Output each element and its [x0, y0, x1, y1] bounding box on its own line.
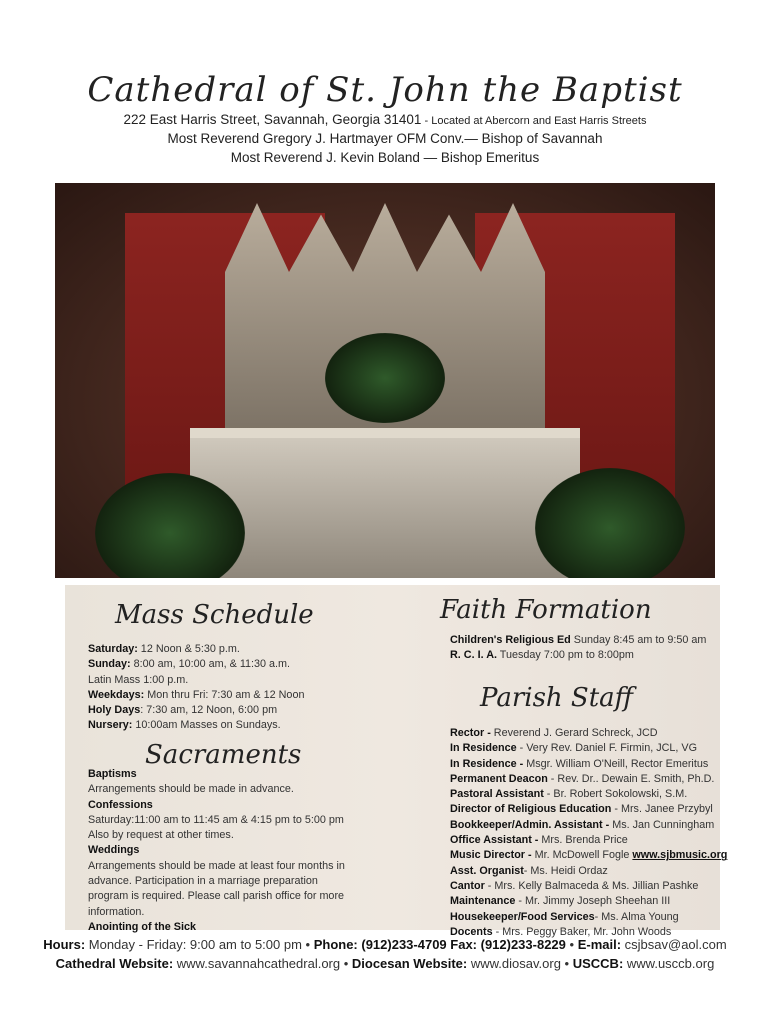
- sacrament-text: program is required. Please call parish office for more: [88, 890, 345, 903]
- faith-formation-list: [450, 633, 706, 664]
- item-label: Asst. Organist: [450, 864, 524, 877]
- list-item: [450, 757, 727, 772]
- list-item: [450, 802, 727, 817]
- list-item: [450, 879, 727, 894]
- hours: Monday - Friday: 9:00 am to 5:00 pm •: [85, 937, 314, 952]
- faith-formation-title: Faith Formation: [440, 595, 652, 625]
- email-label: E-mail:: [577, 937, 622, 952]
- item-label: Saturday:: [88, 643, 138, 655]
- item-text: 8:00 am, 10:00 am, & 11:30 a.m.: [130, 658, 291, 671]
- usccb-link[interactable]: www.usccb.org: [623, 956, 715, 971]
- item-label: Weekdays:: [88, 688, 145, 701]
- list-item: [88, 688, 304, 703]
- item-label: Music Director -: [450, 849, 535, 862]
- item-text: Msgr. William O'Neill, Rector Emeritus: [526, 757, 709, 770]
- item-text: Mon thru Fri: 7:30 am & 12 Noon: [144, 688, 305, 701]
- bishop-line: Most Reverend Gregory J. Hartmayer OFM Conv.— Bishop of Savannah: [167, 131, 603, 146]
- list-item: [450, 894, 727, 909]
- cathedral-website-label: Cathedral Website:: [55, 956, 174, 971]
- item-text: - Very Rev. Daniel F. Firmin, JCL, VG: [516, 742, 697, 755]
- item-label: Children's Religious Ed: [450, 634, 571, 646]
- item-label: R. C. I. A.: [450, 649, 497, 662]
- sacrament-text: Also by request at other times.: [88, 829, 234, 842]
- list-item: [88, 642, 304, 657]
- item-label: Sunday:: [88, 658, 131, 671]
- sacrament-text: information.: [88, 905, 145, 918]
- item-text: - Mrs. Peggy Baker, Mr. John Woods: [492, 925, 672, 938]
- list-item: [88, 703, 304, 718]
- item-text: Latin Mass 1:00 p.m.: [88, 673, 189, 686]
- list-item: [450, 910, 727, 925]
- sacraments-title: Sacraments: [145, 740, 302, 770]
- item-text: Mrs. Brenda Price: [541, 834, 628, 847]
- item-text: - Ms. Alma Young: [594, 910, 679, 923]
- item-label: Docents: [450, 925, 493, 938]
- altar-table: [190, 428, 580, 578]
- sacrament-text: Arrangements should be made in advance.: [88, 783, 294, 796]
- parish-staff-list: [450, 726, 727, 940]
- list-item: [88, 673, 304, 688]
- plant: [325, 333, 445, 423]
- item-label: Pastoral Assistant: [450, 788, 544, 801]
- sacrament-label: Baptisms: [88, 768, 137, 780]
- sacrament-text: advance. Participation in a marriage preparation: [88, 875, 318, 888]
- sacrament-label: Anointing of the Sick: [88, 920, 196, 933]
- separator: •: [565, 937, 578, 952]
- item-label: Nursery:: [88, 719, 133, 732]
- footer-line-1: [0, 935, 770, 954]
- emeritus-line: Most Reverend J. Kevin Boland — Bishop Emeritus: [230, 150, 540, 165]
- cathedral-website-link[interactable]: www.savannahcathedral.org •: [173, 956, 352, 971]
- list-item: [450, 848, 727, 863]
- item-label: Maintenance: [450, 895, 516, 908]
- list-item: [450, 772, 727, 787]
- list-item: [88, 657, 304, 672]
- phone: Phone: (912)233-4709 Fax: (912)233-8229: [313, 937, 566, 952]
- hours-label: Hours:: [43, 937, 86, 952]
- sacrament-label: Confessions: [88, 798, 153, 811]
- item-text: - Mrs. Janee Przybyl: [611, 803, 713, 816]
- item-text: 10:00am Masses on Sundays.: [132, 719, 281, 732]
- item-text: - Rev. Dr.. Dewain E. Smith, Ph.D.: [547, 772, 715, 785]
- parish-staff-title: Parish Staff: [480, 683, 634, 713]
- item-label: In Residence: [450, 742, 517, 755]
- item-label: Holy Days: [88, 704, 141, 717]
- email-link[interactable]: csjbsav@aol.com: [621, 937, 727, 952]
- item-text: - Mr. Jimmy Joseph Sheehan III: [515, 895, 671, 908]
- item-text: Reverend J. Gerard Schreck, JCD: [493, 727, 658, 739]
- address: 222 East Harris Street, Savannah, Georgia 31401: [123, 112, 422, 127]
- footer: [0, 935, 770, 973]
- item-text: - Mrs. Kelly Balmaceda & Ms. Jillian Pashke: [484, 879, 699, 892]
- item-label: Permanent Deacon: [450, 772, 548, 785]
- item-label: Office Assistant -: [450, 834, 542, 847]
- item-text: 12 Noon & 5:30 p.m.: [137, 643, 240, 655]
- footer-line-2: [0, 954, 770, 973]
- item-text: Sunday 8:45 am to 9:50 am: [570, 634, 707, 646]
- sacraments-list: [88, 767, 345, 935]
- item-label: Housekeeper/Food Services: [450, 910, 595, 923]
- address-line: [0, 110, 770, 131]
- page-title: Cathedral of St. John the Baptist: [87, 70, 683, 110]
- list-item: [450, 726, 727, 741]
- item-text: Mr. McDowell Fogle: [534, 849, 633, 862]
- sacrament-text: Saturday:11:00 am to 11:45 am & 4:15 pm to 5:00 pm: [88, 813, 344, 826]
- mass-schedule-list: [88, 642, 304, 734]
- list-item: [450, 787, 727, 802]
- diocesan-website-link[interactable]: www.diosav.org •: [467, 956, 573, 971]
- plant: [535, 468, 685, 578]
- item-label: In Residence -: [450, 757, 527, 770]
- diocesan-website-label: Diocesan Website:: [351, 956, 468, 971]
- list-item: [450, 864, 727, 879]
- item-text: Tuesday 7:00 pm to 8:00pm: [497, 649, 634, 662]
- sacrament-label: Weddings: [88, 844, 140, 857]
- item-text: - Ms. Heidi Ordaz: [523, 864, 608, 877]
- location: - Located at Abercorn and East Harris Streets: [421, 115, 647, 127]
- website-link[interactable]: www.sjbmusic.org: [632, 849, 728, 862]
- item-label: Rector -: [450, 727, 494, 739]
- sacrament-text: Arrangements should be made at least four months in: [88, 859, 345, 872]
- item-text: Ms. Jan Cunningham: [612, 818, 715, 831]
- list-item: [450, 818, 727, 833]
- mass-schedule-title: Mass Schedule: [115, 600, 314, 630]
- altar-photo: [55, 183, 715, 578]
- item-label: Director of Religious Education: [450, 803, 612, 816]
- list-item: [450, 741, 727, 756]
- list-item: [450, 633, 706, 648]
- item-label: Cantor: [450, 879, 485, 892]
- usccb-label: USCCB:: [572, 956, 624, 971]
- list-item: [450, 833, 727, 848]
- item-text: - Br. Robert Sokolowski, S.M.: [543, 788, 688, 801]
- item-text: : 7:30 am, 12 Noon, 6:00 pm: [140, 704, 278, 717]
- item-label: Bookkeeper/Admin. Assistant -: [450, 818, 613, 831]
- list-item: [450, 648, 706, 663]
- list-item: [88, 718, 304, 733]
